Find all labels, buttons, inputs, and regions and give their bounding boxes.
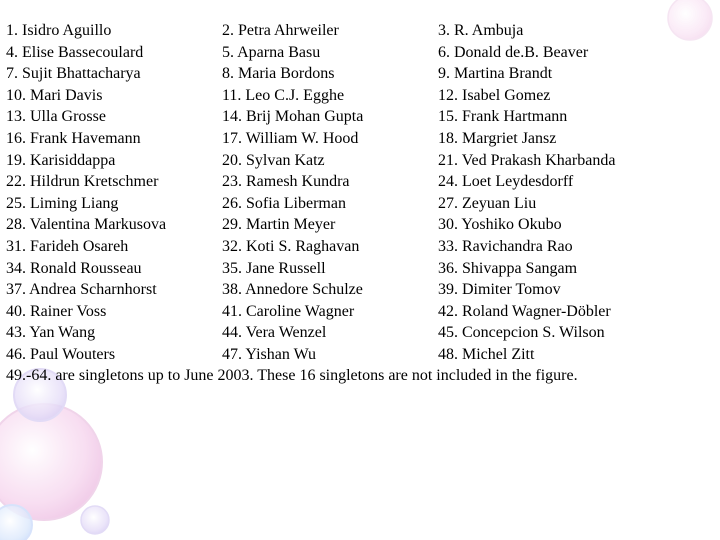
author-row xyxy=(0,344,720,366)
author-row xyxy=(0,128,720,150)
author-entry: 7. Sujit Bhattacharya xyxy=(6,65,141,83)
author-entry: 27. Zeyuan Liu xyxy=(438,194,537,212)
author-entry: 47. Yishan Wu xyxy=(222,346,317,363)
author-entry: 11. Leo C.J. Egghe xyxy=(222,86,345,104)
author-entry: 2. Petra Ahrweiler xyxy=(222,22,339,39)
author-entry: 12. Isabel Gomez xyxy=(438,86,551,104)
author-entry: 36. Shivappa Sangam xyxy=(438,259,578,277)
author-entry: 15. Frank Hartmann xyxy=(438,108,568,126)
footnote: 49.-64. are singletons up to June 2003. These 16 singletons are not included in the figure. xyxy=(6,367,578,384)
author-entry: 38. Annedore Schulze xyxy=(222,281,363,299)
author-row xyxy=(0,171,720,193)
author-entry: 41. Caroline Wagner xyxy=(222,302,355,320)
author-entry: 21. Ved Prakash Kharbanda xyxy=(438,151,616,169)
author-entry: 13. Ulla Grosse xyxy=(6,108,106,126)
author-entry: 22. Hildrun Kretschmer xyxy=(6,173,159,191)
author-entry: 43. Yan Wang xyxy=(6,324,96,342)
author-row xyxy=(0,42,720,64)
author-entry: 29. Martin Meyer xyxy=(222,216,336,234)
author-entry: 24. Loet Leydesdorff xyxy=(438,173,574,191)
author-entry: 6. Donald de.B. Beaver xyxy=(438,43,589,61)
author-row xyxy=(0,20,720,42)
author-entry: 17. William W. Hood xyxy=(222,130,359,147)
author-entry: 40. Rainer Voss xyxy=(6,302,107,320)
author-row xyxy=(0,301,720,323)
author-entry: 30. Yoshiko Okubo xyxy=(438,216,562,234)
author-entry: 18. Margriet Jansz xyxy=(438,130,557,147)
author-entry: 46. Paul Wouters xyxy=(6,346,116,363)
author-entry: 1. Isidro Aguillo xyxy=(6,22,112,39)
author-row xyxy=(0,236,720,258)
author-entry: 19. Karisiddappa xyxy=(6,151,116,169)
author-row xyxy=(0,106,720,128)
author-entry: 48. Michel Zitt xyxy=(438,346,535,363)
author-entry: 23. Ramesh Kundra xyxy=(222,173,350,191)
author-row xyxy=(0,150,720,172)
author-entry: 26. Sofia Liberman xyxy=(222,194,346,212)
author-row xyxy=(0,214,720,236)
author-entry: 9. Martina Brandt xyxy=(438,65,553,83)
author-entry: 4. Elise Bassecoulard xyxy=(6,43,144,61)
author-entry: 33. Ravichandra Rao xyxy=(438,238,573,255)
author-row xyxy=(0,63,720,85)
author-row xyxy=(0,258,720,280)
author-entry: 45. Concepcion S. Wilson xyxy=(438,324,605,342)
author-entry: 31. Farideh Osareh xyxy=(6,238,129,255)
author-entry: 32. Koti S. Raghavan xyxy=(222,238,360,255)
author-entry: 20. Sylvan Katz xyxy=(222,151,325,169)
author-row xyxy=(0,193,720,215)
author-row xyxy=(0,279,720,301)
author-entry: 3. R. Ambuja xyxy=(438,22,524,39)
author-entry: 8. Maria Bordons xyxy=(222,65,335,83)
author-entry: 44. Vera Wenzel xyxy=(222,324,327,342)
author-row xyxy=(0,322,720,344)
author-entry: 25. Liming Liang xyxy=(6,194,119,212)
author-entry: 39. Dimiter Tomov xyxy=(438,281,561,299)
author-entry: 14. Brij Mohan Gupta xyxy=(222,108,364,126)
author-entry: 37. Andrea Scharnhorst xyxy=(6,281,157,299)
author-entry: 34. Ronald Rousseau xyxy=(6,259,142,277)
author-row xyxy=(0,85,720,107)
author-entry: 5. Aparna Basu xyxy=(222,43,321,61)
author-entry: 42. Roland Wagner-Döbler xyxy=(438,302,611,320)
author-entry: 10. Mari Davis xyxy=(6,86,103,104)
author-entry: 16. Frank Havemann xyxy=(6,130,141,147)
author-entry: 35. Jane Russell xyxy=(222,259,326,277)
author-entry: 28. Valentina Markusova xyxy=(6,216,167,234)
